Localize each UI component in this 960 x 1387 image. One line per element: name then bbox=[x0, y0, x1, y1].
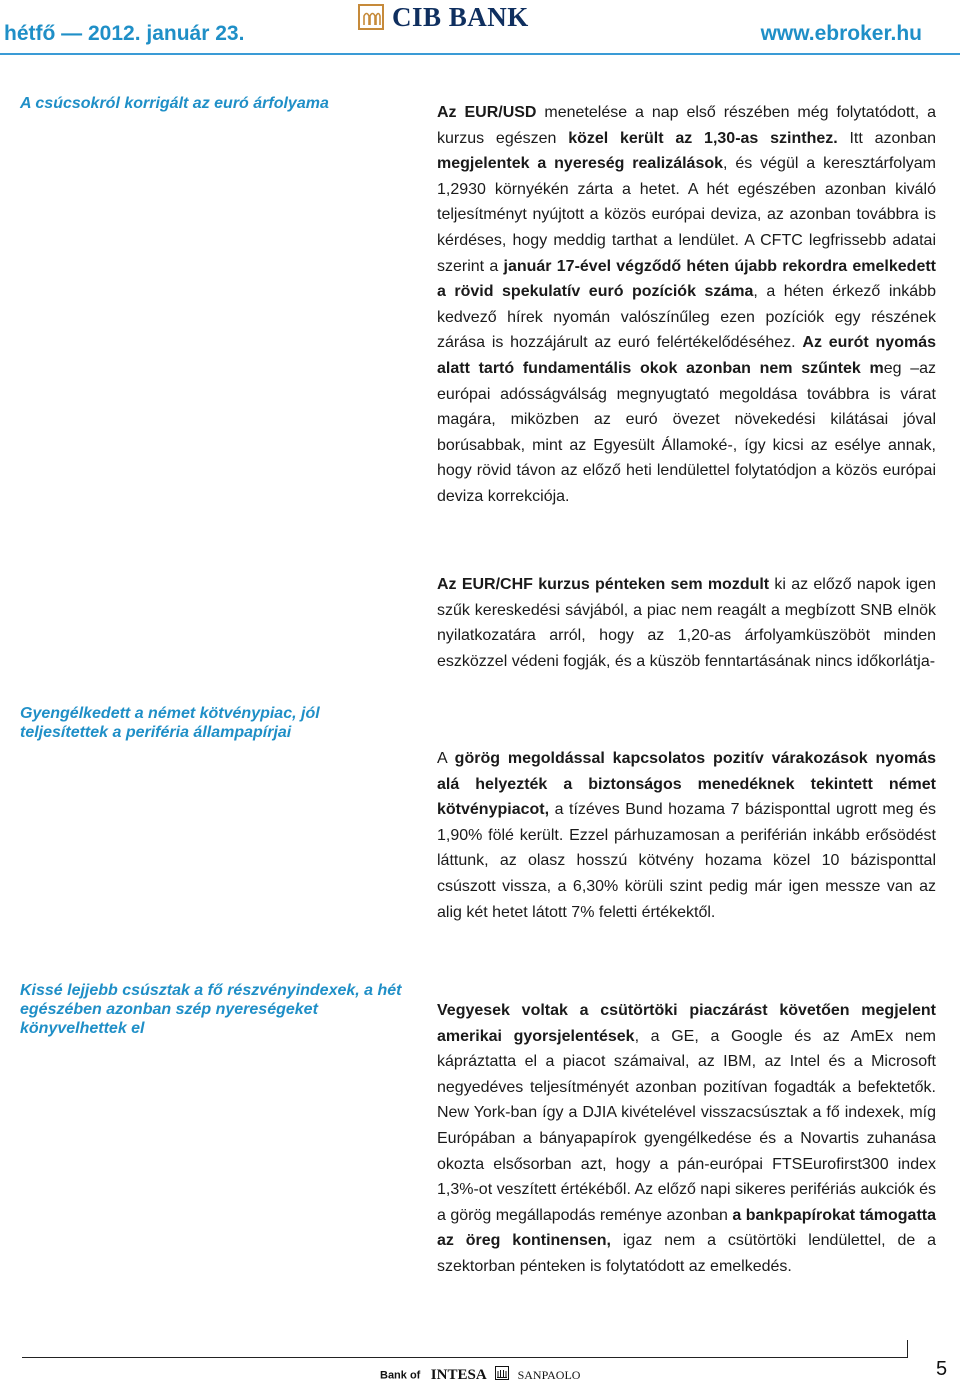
bold-text-run: Vegyesek voltak a csütörtöki piaczárást követően megjelent amerikai gyorsjelentések bbox=[437, 1002, 936, 1045]
bold-text-run: Az EUR/USD bbox=[437, 104, 537, 121]
text-run: menetelése a nap első részében még folytatódott, a kurzus egészen bbox=[437, 104, 936, 147]
bold-text-run: Az eurót nyomás alatt tartó fundamentális okok azonban nem szűntek m bbox=[437, 334, 936, 377]
bank-of-label: Bank of bbox=[380, 1369, 421, 1382]
text-run: , és végül a keresztárfolyam 1,2930 környékén zárta a hetet. A hét egészében azonban kiváló teljesítményt nyújtott a közös európai deviza, az azonban továbbra is kérdéses, hogy meddig tarthat a lendület. A CFTC legfrissebb adatai szerint a bbox=[437, 155, 936, 275]
paragraph-eurusd bbox=[437, 100, 936, 510]
paragraph-stocks bbox=[437, 998, 936, 1280]
bold-text-run: január 17-ével végződő héten újabb rekordra emelkedett a rövid spekulatív euró pozíciók száma bbox=[437, 257, 936, 301]
header-date: hétfő — 2012. január 23. bbox=[4, 22, 245, 45]
text-run: ki az előző napok igen szűk kereskedési sávjából, a piac nem reagált a megbízott SNB elnök nyilatkozatára arról, hogy az 1,20-as árfolyamküszöböt minden eszközzel védeni fogják, és a küszöb fenntartásának nincs időkorlátja- bbox=[437, 576, 937, 670]
page-number: 5 bbox=[936, 1358, 948, 1380]
footer-divider-end bbox=[907, 1340, 908, 1358]
bold-text-run: görög megoldással kapcsolatos pozitív várakozások nyomás alá helyezték a biztonságos menedéknek tekintett német kötvénypiacot, bbox=[437, 750, 937, 819]
intesa-sanpaolo-logo bbox=[380, 1366, 580, 1386]
text-run: a tízéves Bund hozama 7 bázisponttal ugrott meg és 1,90% fölé került. Ezzel párhuzamosan a periférián inkább erősödést láttunk, az olasz hosszú kötvény hozama közel 10 bázisponttal csúszott vissza, a 6,30% körüli szint pedig már igen messze van az alig két hetet látott 7% feletti értékektől. bbox=[437, 801, 936, 921]
brand-name: CIB BANK bbox=[392, 2, 529, 32]
text-run: eg –az európai adósságválság megnyugtató megoldása továbbra is várat magára, miközben az euró övezet növekedési kilátásai jóval borúsabbak, mint az Egyesült Államoké-, így kicsi az esélye annak, hogy rövid távon az előző heti lendülettel folytatódjon a közös európai deviza korrekciója. bbox=[437, 359, 936, 505]
text-run: igaz nem a csütörtöki lendülettel, de a szektorban pénteken is folytatódott az emelkedés. bbox=[437, 1232, 937, 1275]
page-header bbox=[0, 0, 960, 60]
text-run: A bbox=[437, 750, 455, 767]
side-heading-stocks: Kissé lejjebb csúsztak a fő részvényindexek, a hét egészében azonban szép nyereségeket könyvelhettek el bbox=[20, 982, 402, 1037]
sanpaolo-emblem-icon bbox=[495, 1366, 509, 1385]
text-run: , a héten érkező inkább kedvező hírek nyomán valószínűleg ezen pozíciók egy részének zárása is hozzájárult az euró felértékelődéséhez. bbox=[437, 283, 936, 352]
side-heading-bonds: Gyengélkedett a német kötvénypiac, jól teljesítettek a periféria állampapírjai bbox=[20, 705, 320, 741]
bold-text-run: közel került az 1,30-as szinthez. bbox=[568, 129, 838, 147]
text-run: Itt azonban bbox=[837, 129, 936, 147]
cib-bank-logo-icon bbox=[358, 4, 384, 30]
header-url[interactable]: www.ebroker.hu bbox=[760, 22, 922, 45]
bold-text-run: Az EUR/CHF kurzus pénteken sem mozdult bbox=[437, 576, 770, 593]
paragraph-bonds bbox=[437, 746, 936, 925]
paragraph-eurchf bbox=[437, 572, 936, 674]
bold-text-run: megjelentek a nyereség realizálások bbox=[437, 155, 724, 173]
text-run: , a GE, a Google és az AmEx nem kápráztatta el a piacot számaival, az IBM, az Intel és a Microsoft negyedéves teljesítményét azonban pozitívan fogadták a befektetők. New York-ban így a DJIA kivételével visszacsúsztak a fő indexek, míg Európában a bányapapírok gyengélkedése és a Novartis zuhanása okozta elsősorban azt, hogy a pán-európai FTSEurofirst300 index 1,3%-ot veszített értékéből. Az előző napi sikeres perifériás aukciók és a görög megállapodás reménye azonban bbox=[437, 1027, 936, 1224]
bold-text-run: a bankpapírokat támogatta az öreg kontinensen, bbox=[437, 1206, 936, 1250]
header-divider bbox=[0, 53, 960, 55]
sanpaolo-label: SANPAOLO bbox=[517, 1368, 581, 1382]
footer-divider bbox=[22, 1357, 908, 1358]
side-heading-euro: A csúcsokról korrigált az euró árfolyama bbox=[20, 95, 329, 112]
intesa-label: INTESA bbox=[430, 1367, 487, 1383]
